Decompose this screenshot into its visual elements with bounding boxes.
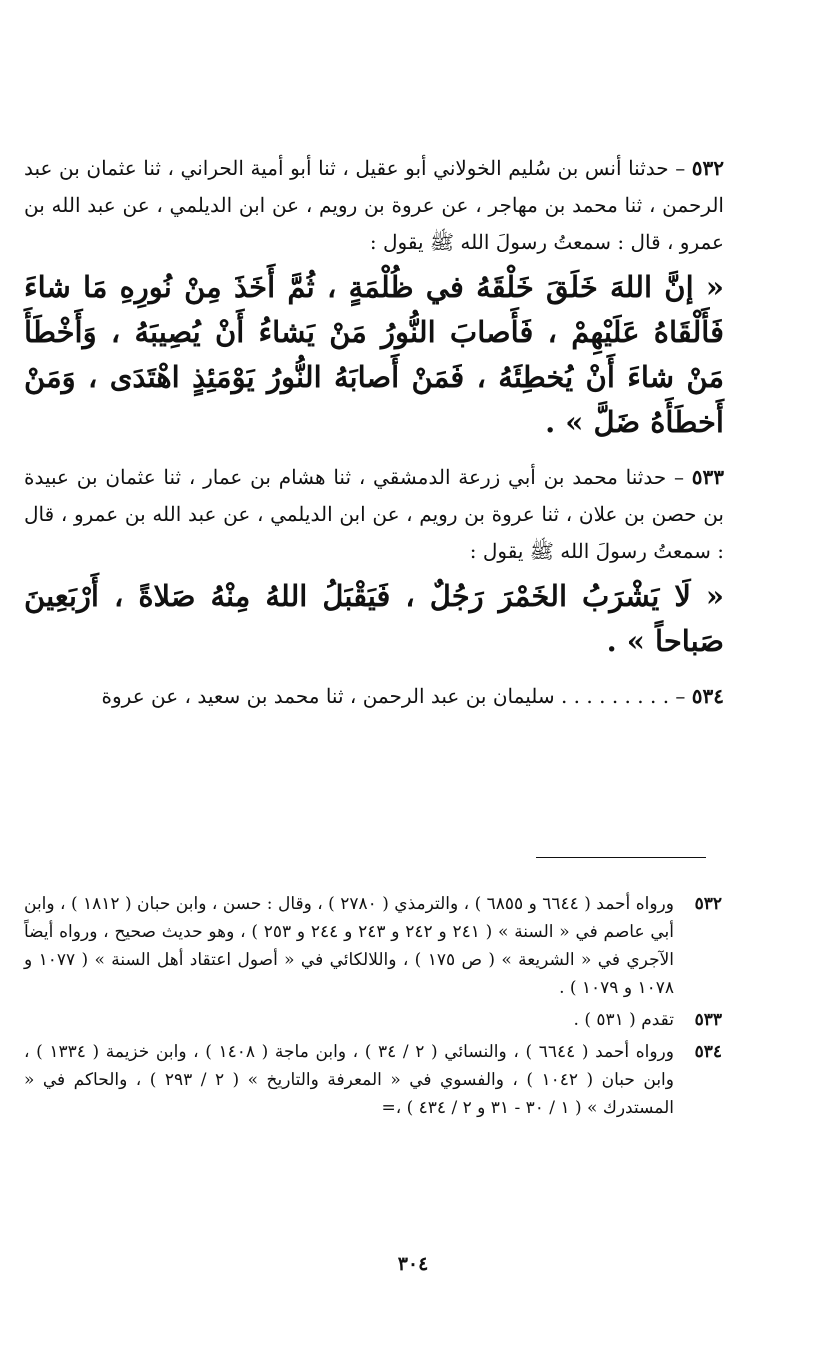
footnotes bbox=[24, 890, 722, 1126]
footnote-item bbox=[24, 890, 722, 1002]
hadith-number: ٥٣٤ bbox=[691, 684, 724, 708]
hadith-text: « لَا يَشْرَبُ الخَمْرَ رَجُلٌ ، فَيَقْبَلُ اللهُ مِنْهُ صَلاةً ، أَرْبَعِينَ صَباحاً » . bbox=[24, 579, 724, 658]
footnote-number: ٥٣٢ bbox=[694, 894, 722, 914]
isnad-text: – . . . . . . . . . سليمان بن عبد الرحمن ، ثنا محمد بن سعيد ، عن عروة bbox=[101, 684, 686, 708]
footnote-number: ٥٣٤ bbox=[694, 1042, 722, 1062]
footnote-text: ورواه أحمد ( ٦٦٤٤ ) ، والنسائي ( ٢ / ٣٤ ) ، وابن ماجة ( ١٤٠٨ ) ، وابن خزيمة ( ١٣٣٤ ) ، وابن حبان ( ١٠٤٢ ) ، والفسوي في « المعرفة والتاريخ » ( ٢ / ٢٩٣ ) ، والحاكم في « المستدرك » ( ١ / ٣٠ - ٣١ و ٢ / ٤٣٤ ) ،= bbox=[24, 1042, 674, 1118]
hadith-chain bbox=[24, 459, 724, 570]
hadith-534 bbox=[24, 678, 724, 715]
hadith-chain bbox=[24, 678, 724, 715]
isnad-text: – حدثنا أنس بن سُليم الخولاني أبو عقيل ، ثنا أبو أمية الحراني ، ثنا عثمان بن عبد الرحمن ، ثنا محمد بن مهاجر ، عن عروة بن رويم ، عن ابن الديلمي ، عن عبد الله بن عمرو ، قال : سمعتُ رسولَ الله ﷺ يقول : bbox=[24, 156, 724, 254]
footnote-divider bbox=[536, 857, 706, 858]
hadith-number: ٥٣٣ bbox=[691, 465, 725, 489]
hadith-chain bbox=[24, 150, 724, 261]
main-text bbox=[24, 150, 724, 715]
page-number: ٣٠٤ bbox=[397, 1253, 429, 1275]
footnote-number: ٥٣٣ bbox=[694, 1010, 722, 1030]
hadith-number: ٥٣٢ bbox=[691, 156, 724, 180]
footnote-item bbox=[24, 1006, 722, 1034]
footnote-item bbox=[24, 1038, 722, 1122]
isnad-text: – حدثنا محمد بن أبي زرعة الدمشقي ، ثنا هشام بن عمار ، ثنا عثمان بن عبيدة بن حصن بن علان ، ثنا عروة بن رويم ، عن ابن الديلمي ، عن عبد الله بن عمرو ، قال : سمعتُ رسولَ الله ﷺ يقول : bbox=[24, 465, 724, 563]
hadith-532 bbox=[24, 150, 724, 445]
hadith-533 bbox=[24, 459, 724, 664]
footnote-text: ورواه أحمد ( ٦٦٤٤ و ٦٨٥٥ ) ، والترمذي ( ٢٧٨٠ ) ، وقال : حسن ، وابن حبان ( ١٨١٢ ) ، وابن أبي عاصم في « السنة » ( ٢٤١ و ٢٤٢ و ٢٤٣ و ٢٤٤ و ٢٥٣ ) ، وهو حديث صحيح ، ورواه أيضاً الآجري في « الشريعة » ( ص ١٧٥ ) ، واللالكائي في « أصول اعتقاد أهل السنة » ( ١٠٧٧ و ١٠٧٨ و ١٠٧٩ ) . bbox=[24, 894, 674, 998]
footnote-text: تقدم ( ٥٣١ ) . bbox=[573, 1010, 674, 1030]
hadith-text: « إنَّ اللهَ خَلَقَ خَلْقَهُ في ظُلْمَةٍ ، ثُمَّ أَخَذَ مِنْ نُورِهِ مَا شاءَ فَأَلْقَاهُ عَلَيْهِمْ ، فَأَصابَ النُّورُ مَنْ يَشاءُ أَنْ يُصِيبَهُ ، وَأَخْطَأَ مَنْ شاءَ أَنْ يُخطِئَهُ ، فَمَنْ أَصابَهُ النُّورُ يَوْمَئِذٍ اهْتَدَى ، وَمَنْ أَخطَأَهُ ضَلَّ » . bbox=[24, 270, 724, 439]
